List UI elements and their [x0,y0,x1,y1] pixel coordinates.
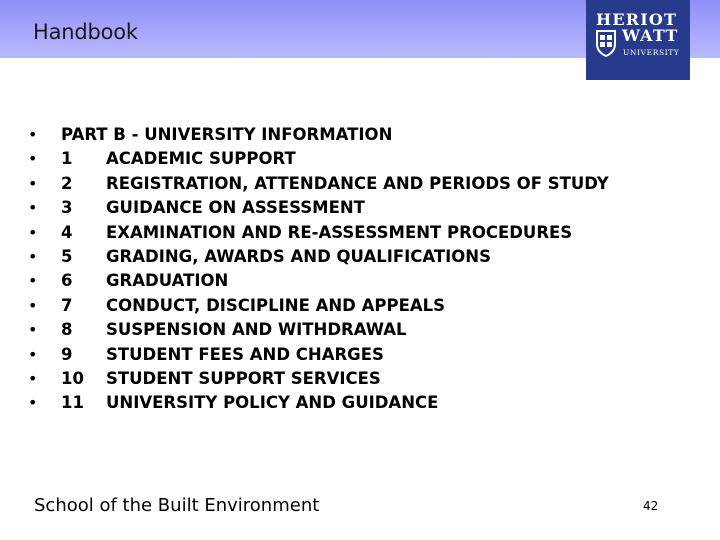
bullet-icon: • [28,198,38,218]
list-item [28,245,708,269]
bullet-icon: • [28,173,38,193]
logo-text-line2: WATT [622,26,679,45]
university-logo [586,0,690,80]
list-heading [28,123,708,147]
bullet-icon: • [28,344,38,364]
bullet-icon: • [28,271,38,291]
list-item [28,147,708,171]
item-number: 5 [61,246,73,266]
bullet-icon: • [28,393,38,413]
bullet-icon: • [28,125,38,144]
bullet-icon: • [28,222,38,242]
list-item [28,269,708,293]
bullet-icon: • [28,246,38,266]
logo-text-line1: HERIOT [596,10,678,29]
item-number: 8 [61,320,73,340]
footer-school-name: School of the Built Environment [34,495,320,516]
logo-text-line3: UNIVERSITY [623,48,680,57]
page-number: 42 [643,499,659,513]
item-number: 10 [61,368,84,388]
crest-icon [594,28,618,58]
item-text: GRADING, AWARDS AND QUALIFICATIONS [106,246,491,266]
list-item [28,172,708,196]
bullet-icon: • [28,320,38,340]
item-number: 6 [61,271,73,291]
item-text: STUDENT FEES AND CHARGES [106,344,384,364]
item-text: SUSPENSION AND WITHDRAWAL [106,320,407,340]
item-number: 11 [61,393,84,413]
list-item [28,294,708,318]
bullet-icon: • [28,295,38,315]
item-number: 7 [61,295,73,315]
contents-list [28,123,708,416]
list-item [28,196,708,220]
item-text: ACADEMIC SUPPORT [106,149,296,169]
item-number: 4 [61,222,73,242]
list-item [28,318,708,342]
slide-title: Handbook [33,20,138,44]
item-text: UNIVERSITY POLICY AND GUIDANCE [106,393,439,413]
item-text: CONDUCT, DISCIPLINE AND APPEALS [106,295,446,315]
item-text: GRADUATION [106,271,229,291]
item-text: GUIDANCE ON ASSESSMENT [106,198,365,218]
bullet-icon: • [28,368,38,388]
item-number: 2 [61,173,73,193]
list-item [28,391,708,415]
item-text: EXAMINATION AND RE-ASSESSMENT PROCEDURES [106,222,573,242]
item-number: 3 [61,198,73,218]
item-text: STUDENT SUPPORT SERVICES [106,368,381,388]
list-item [28,221,708,245]
item-number: 9 [61,344,73,364]
bullet-icon: • [28,149,38,169]
item-number: 1 [61,149,73,169]
list-item [28,367,708,391]
item-text: REGISTRATION, ATTENDANCE AND PERIODS OF STUDY [106,173,609,193]
list-heading-text: PART B - UNIVERSITY INFORMATION [61,125,393,144]
list-item [28,343,708,367]
